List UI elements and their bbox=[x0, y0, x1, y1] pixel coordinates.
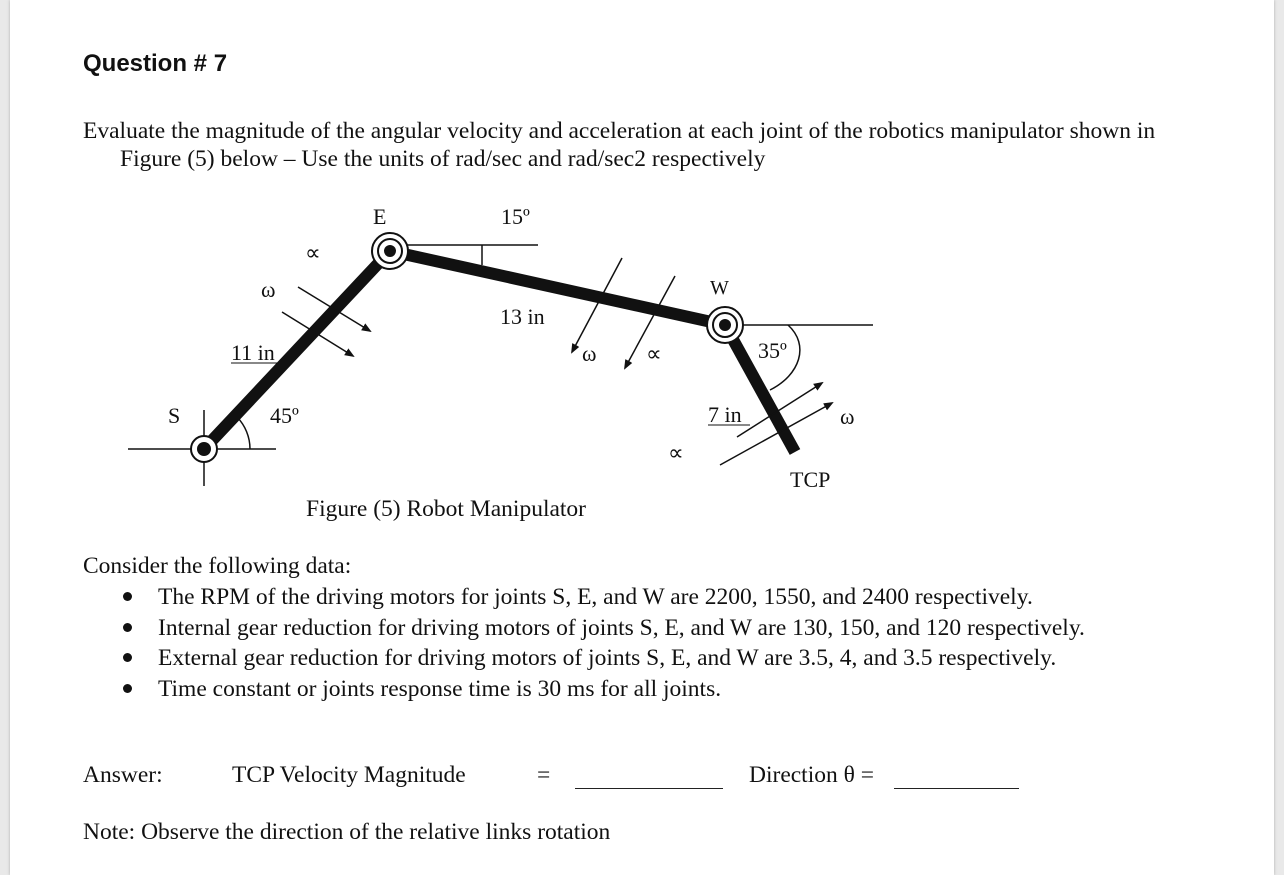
label-omega-link3: ω bbox=[840, 404, 855, 429]
prompt-line-1: Evaluate the magnitude of the angular velocity and acceleration at each joint of the robotics manipulator shown in bbox=[83, 118, 1156, 144]
bullet-icon bbox=[123, 623, 132, 632]
velocity-label: TCP Velocity Magnitude bbox=[232, 762, 466, 788]
joint-s-symbol bbox=[191, 436, 217, 462]
angle-arc-s bbox=[237, 417, 250, 449]
answer-label: Answer: bbox=[83, 762, 163, 788]
joint-w-symbol bbox=[707, 307, 743, 343]
label-alpha-link2: ∝ bbox=[646, 341, 662, 366]
label-alpha-link1: ∝ bbox=[305, 240, 321, 265]
label-angle-w: 35º bbox=[758, 338, 787, 363]
label-link2-length: 13 in bbox=[500, 304, 545, 329]
joint-e-symbol bbox=[372, 233, 408, 269]
direction-answer-blank[interactable] bbox=[894, 768, 1019, 789]
label-omega-link1: ω bbox=[261, 277, 276, 302]
link1-omega-arrow bbox=[298, 287, 370, 331]
label-tcp: TCP bbox=[790, 467, 831, 492]
document-page: Question # 7 Evaluate the magnitude of the angular velocity and acceleration at each joint of the robotics manipulator shown in Figure (5) below – Use the units of rad/sec and rad/sec2 respectively S E W TCP 11 in 13 in 7 in 45º 15º 35º ω ∝ ω ∝ ω ∝ Figure (5) Robot Manipulator Consider the following data: The RPM of the driving motors for joints S, E, and W are 2200, 1550, and 2400 respectively. Internal gear reduction for driving motors of joints S, E, and W are 130, 150, and 120 respectively. External gear reduction for driving motors of joints S, E, and W are 3.5, 4, and 3.5 respectively. Time constant or joints response time is 30 ms for all joints. Answer: TCP Velocity Magnitude = Direction θ = Note: Observe the direction of the relative links rotation bbox=[10, 0, 1274, 875]
link-2 bbox=[390, 251, 725, 325]
label-alpha-link3: ∝ bbox=[668, 440, 684, 465]
label-omega-link2: ω bbox=[582, 341, 597, 366]
label-link1-length: 11 in bbox=[231, 340, 275, 365]
label-link3-length: 7 in bbox=[708, 402, 742, 427]
direction-label: Direction θ = bbox=[749, 762, 875, 788]
label-joint-e: E bbox=[373, 204, 387, 229]
velocity-equals: = bbox=[537, 762, 551, 788]
bullet-icon bbox=[123, 684, 132, 693]
label-joint-s: S bbox=[168, 403, 181, 428]
bullet-icon bbox=[123, 653, 132, 662]
velocity-answer-blank[interactable] bbox=[575, 768, 723, 789]
data-intro: Consider the following data: bbox=[83, 553, 352, 579]
bullet-icon bbox=[123, 592, 132, 601]
figure-caption: Figure (5) Robot Manipulator bbox=[306, 496, 587, 522]
label-angle-s: 45º bbox=[270, 403, 299, 428]
note-text: Note: Observe the direction of the relative links rotation bbox=[83, 819, 611, 845]
label-joint-w: W bbox=[710, 277, 729, 299]
prompt-line-2: Figure (5) below – Use the units of rad/sec and rad/sec2 respectively bbox=[120, 146, 766, 172]
question-title: Question # 7 bbox=[83, 50, 228, 77]
robot-manipulator-figure bbox=[10, 0, 1274, 540]
label-angle-e: 15º bbox=[501, 204, 530, 229]
